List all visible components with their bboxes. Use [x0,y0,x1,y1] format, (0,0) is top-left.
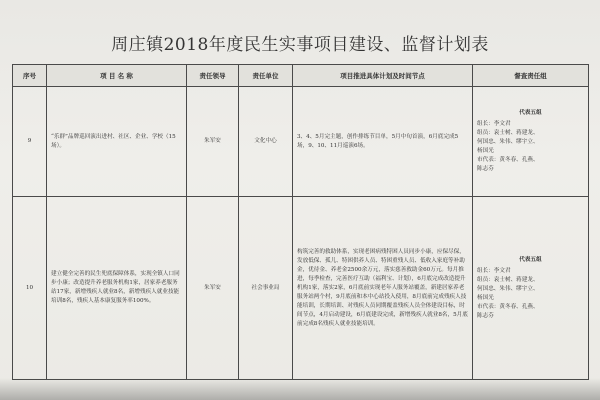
row-supervision [473,197,589,380]
supervision-line: 组员：袁士树、蒋建龙、 [477,276,539,283]
header-index: 序号 [13,65,47,87]
supervision-group: 代表五组 [519,256,542,263]
supervision-line: 市代表：黄冬春、孔燕、 [477,157,539,163]
header-supervision: 督查责任组 [473,65,589,87]
supervision-line: 组长：李文君 [477,267,511,274]
header-plan: 项目推进具体计划及时间节点 [293,65,473,87]
row-plan: 构筑完善的救助体系，实现老困病残特困人员同步小康，应保尽保，发放低保、孤儿、特困供养人员、特困重残人员、低收入家庭等补助金，优待金、养老金2500余万元，落实慈善救助金60万元。每月推进，每季检查，完善医疗互助（福利宝、计划），6月底完成改造提升机构1家，落实2家，6月底前实现老年人服务站覆盖，新建居家养老服务站两个村，9月底前和本中心站投入使用，8月底前完成残疾人技能培训，长期培训、对残疾人员同期覆盖残疾人员全体建设目标，时间节点，4月启动建设，6月底建设完成，新增残疾人就业8名，5月底前完成8名残疾人就业技能培训。 [293,197,473,380]
header-leader: 责任领导 [187,65,239,87]
supervision-line: 何国忠、朱伟、缪宇立、 [477,285,539,292]
supervision-line: 陈志芬 [477,166,494,172]
row-plan: 3、4、5月完主题，创作排练节目单，5月中旬首演，6月底完成5场，9、10、11月巡演6场。 [293,87,473,197]
supervision-line: 组长：李文君 [477,121,511,127]
header-project: 项 目 名 称 [47,65,187,87]
page-title: 周庄镇2018年度民生实事项目建设、监督计划表 [111,35,489,55]
photo-shadow [0,378,600,400]
row-leader: 朱军安 [187,87,239,197]
supervision-line: 市代表：黄冬春、孔燕、 [477,303,539,310]
plan-table [12,64,589,380]
table-row [13,197,589,380]
row-index: 9 [13,87,47,197]
row-project: 建立健全完善的民生兜底保障体系，实现全镇人口同步小康；改造提升养老服务机构1家，居家养老服务站17家，新增残疾人就业8名，新增残疾人就业技能培训8名，残疾人基本康复服务率100%。 [47,197,187,380]
supervision-line: 杨国光 [477,148,494,154]
supervision-line: 组员：袁士树、蒋建龙、 [477,130,539,136]
supervision-line: 陈志芬 [477,312,494,319]
row-supervision [473,87,589,197]
table-header-row [13,65,589,87]
table-row [13,87,589,197]
row-leader: 朱军安 [187,197,239,380]
row-unit: 社会事业局 [239,197,293,380]
header-unit: 责任单位 [239,65,293,87]
supervision-group: 代表五组 [519,110,542,116]
supervision-line: 杨国光 [477,294,494,301]
row-index: 10 [13,197,47,380]
supervision-line: 何国忠、朱伟、缪宇立、 [477,139,539,145]
row-unit: 文化中心 [239,87,293,197]
row-project: “乐群”品牌巡回演出进村、社区、企业、学校（15场）。 [47,87,187,197]
